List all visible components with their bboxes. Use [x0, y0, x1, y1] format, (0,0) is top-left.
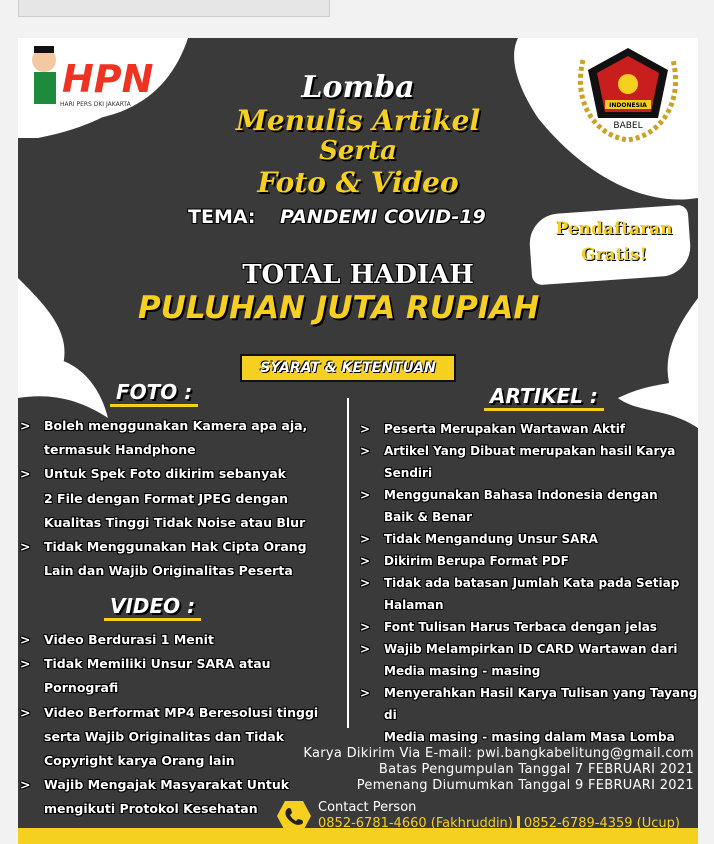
rule-item [360, 484, 698, 528]
artikel-heading: ARTIKEL : [484, 384, 604, 411]
rule-line: > Font Tulisan Harus Terbaca dengan jelas [384, 620, 657, 634]
rule-line: > Wajib Mengajak Masyarakat Untuk [44, 777, 290, 793]
badge-line2: Gratis! [581, 245, 647, 265]
rule-line: > Tidak ada batasan Jumlah Kata pada Setiap [384, 576, 680, 590]
prize-value: PULUHAN JUTA RUPIAH [138, 290, 540, 326]
rule-line: Halaman [384, 598, 444, 612]
rule-line: > Menggunakan Bahasa Indonesia dengan [384, 488, 658, 502]
rule-line: Pornografi [44, 680, 119, 696]
rule-item [20, 628, 350, 652]
theme-label: TEMA: [188, 206, 256, 228]
rule-line: Lain dan Wajib Originalitas Peserta [44, 563, 293, 579]
theme-value: PANDEMI COVID-19 [280, 206, 486, 228]
rule-item [360, 440, 698, 484]
rule-line: serta Wajib Originalitas dan Tidak [44, 728, 285, 744]
rule-line: Kualitas Tinggi Tidak Noise atau Blur [44, 514, 306, 530]
announcement-info: Pemenang Diumumkan Tanggal 9 FEBRUARI 2021 [356, 778, 694, 793]
rule-line: 2 File dengan Format JPEG dengan [44, 490, 289, 506]
prize-label: TOTAL HADIAH [242, 260, 474, 290]
email-info: Karya Dikirim Via E-mail: pwi.bangkabelitung@gmail.com [303, 746, 694, 761]
rule-line: > Tidak Mengandung Unsur SARA [384, 532, 598, 546]
submission-info [303, 746, 694, 794]
rule-line: > Menyerahkan Hasil Karya Tulisan yang Tayang di [384, 686, 698, 722]
rule-item [360, 616, 698, 638]
svg-text:HARI PERS DKI JAKARTA: HARI PERS DKI JAKARTA [60, 101, 131, 108]
video-rules-list [20, 628, 350, 822]
title-lomba: Lomba [301, 70, 415, 105]
rule-item [360, 418, 698, 440]
artikel-rules-list [360, 418, 698, 748]
rule-item [360, 550, 698, 572]
rule-item [360, 682, 698, 748]
rule-item [360, 638, 698, 682]
terms-banner: SYARAT & KETENTUAN [240, 354, 456, 382]
title-menulis-artikel: Menulis Artikel [235, 104, 481, 137]
rule-item [20, 535, 350, 583]
phone-icon [276, 800, 312, 832]
contact-phone-1: 0852-6781-4660 (Fakhruddin) [318, 816, 513, 831]
rule-item [20, 652, 350, 700]
svg-text:INDONESIA: INDONESIA [609, 102, 647, 109]
poster [18, 38, 698, 844]
rule-line: > Video Berformat MP4 Beresolusi tinggi [44, 704, 319, 720]
foto-rules-list [20, 414, 350, 583]
rule-line: Media masing - masing dalam Masa Lomba [384, 730, 675, 744]
rule-line: > Video Berdurasi 1 Menit [44, 632, 214, 647]
rule-line: > Wajib Melampirkan ID CARD Wartawan dari [384, 642, 678, 656]
rule-line: > Tidak Menggunakan Hak Cipta Orang [44, 539, 307, 555]
rule-line: Sendiri [384, 466, 433, 480]
svg-text:BABEL: BABEL [613, 121, 643, 131]
rule-line: Media masing - masing [384, 664, 541, 678]
rule-line: Copyright karya Orang lain [44, 753, 235, 769]
video-heading: VIDEO : [104, 594, 201, 621]
rule-line: > Peserta Merupakan Wartawan Aktif [384, 422, 626, 436]
rule-line: mengikuti Protokol Kesehatan [44, 801, 258, 817]
rule-item [360, 528, 698, 550]
rule-line: termasuk Handphone [44, 442, 196, 458]
rule-line: > Dikirim Berupa Format PDF [384, 554, 569, 568]
rule-item [20, 462, 350, 535]
rule-line: > Boleh menggunakan Kamera apa aja, [44, 418, 308, 433]
rule-line: > Untuk Spek Foto dikirim sebanyak [44, 466, 286, 482]
contact-phone-2: 0852-6789-4359 (Ucup) [523, 816, 680, 831]
rule-item [20, 414, 350, 462]
rule-item [20, 701, 350, 774]
contact-label: Contact Person [318, 800, 417, 815]
title-foto-video: Foto & Video [257, 166, 459, 199]
contact-phones [318, 816, 680, 831]
rule-item [360, 572, 698, 616]
svg-text:HPN: HPN [62, 57, 154, 101]
badge-line1: Pendaftaran [555, 219, 673, 239]
top-input-bar[interactable] [18, 0, 330, 17]
deadline-info: Batas Pengumpulan Tanggal 7 FEBRUARI 2021 [378, 762, 694, 777]
rule-line: Baik & Benar [384, 510, 473, 524]
rule-line: > Tidak Memiliki Unsur SARA atau [44, 656, 271, 672]
foto-heading: FOTO : [110, 380, 198, 407]
title-serta: Serta [319, 136, 397, 166]
rule-line: > Artikel Yang Dibuat merupakan hasil Karya [384, 444, 676, 458]
